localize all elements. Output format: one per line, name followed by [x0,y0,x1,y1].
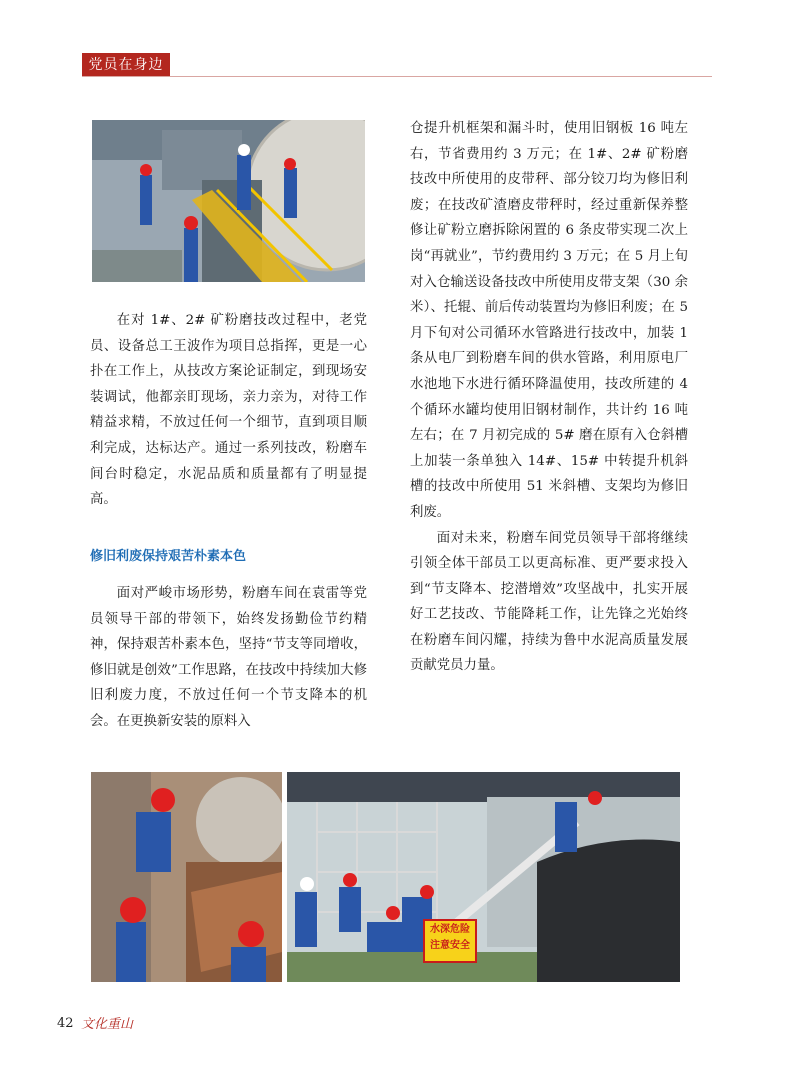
photo-workers-mill [91,772,282,982]
warning-sign-line1: 水深危险 [430,924,470,935]
subheading: 修旧利废保持艰苦朴素本色 [90,549,247,564]
magazine-name: 文化重山 [81,1017,134,1032]
photo-water-tank [287,772,680,982]
left-column-top [90,308,367,513]
paragraph: 面对严峻市场形势，粉磨车间在袁雷等党员领导干部的带领下，始终发扬勤俭节约精神，保持艰苦朴素本色，坚持“节支等同增收，修旧就是创效”工作思路，在技改中持续加大修旧利废力度，不放过任何一个节支降本的机会。在更换新安装的原料入 [90,586,367,729]
page-number: 42 [57,1016,74,1031]
section-tag: 党员在身边 [82,53,170,77]
warning-sign [425,922,475,960]
paragraph: 在对 1#、2# 矿粉磨技改过程中，老党员、设备总工王波作为项目总指挥，更是一心扑在工作上，从技改方案论证制定，到现场安装调试，他都亲盯现场，亲力亲为，对待工作精益求精，不放过任何一个细节，直到项目顺利完成，达标达产。通过一系列技改，粉磨车间台时稳定，水泥品质和质量都有了明显提高。 [90,313,367,508]
paragraph: 仓提升机框架和漏斗时，使用旧钢板 16 吨左右，节省费用约 3 万元；在 1#、2# 矿粉磨技改中所使用的皮带秤、部分铰刀均为修旧利废；在技改矿渣磨皮带秤时，经过重新保养整修让矿粉立磨拆除闲置的 6 条皮带实现二次上岗“再就业”，节约费用约 3 万元；在 5 月上旬对入仓输送设备技改中所使用皮带支架（30 余米）、托辊、前后传动装置均为修旧利废；在 5 月下旬对公司循环水管路进行技改中，加装 1 条从电厂到粉磨车间的供水管路，利用原电厂水池地下水进行循环降温使用，技改所建的 4 个循环水罐均使用旧钢材制作，共计约 16 吨左右；在 7 月初完成的 5# 磨在原有入仓斜槽上加装一条单独入 14#、15# 中转提升机斜槽的技改中所使用 51 米斜槽、支架均为修旧利废。 [410,121,688,520]
left-column-bottom [90,581,367,735]
right-column [410,116,688,679]
photo-mill-retrofit [92,120,365,282]
header-rule [82,76,712,77]
warning-sign-line2: 注意安全 [430,940,470,951]
paragraph: 面对未来，粉磨车间党员领导干部将继续引领全体干部员工以更高标准、更严要求投入到“节支降本、挖潜增效”攻坚战中，扎实开展好工艺技改、节能降耗工作，让先锋之光始终在粉磨车间闪耀，持续为鲁中水泥高质量发展贡献党员力量。 [410,530,688,674]
